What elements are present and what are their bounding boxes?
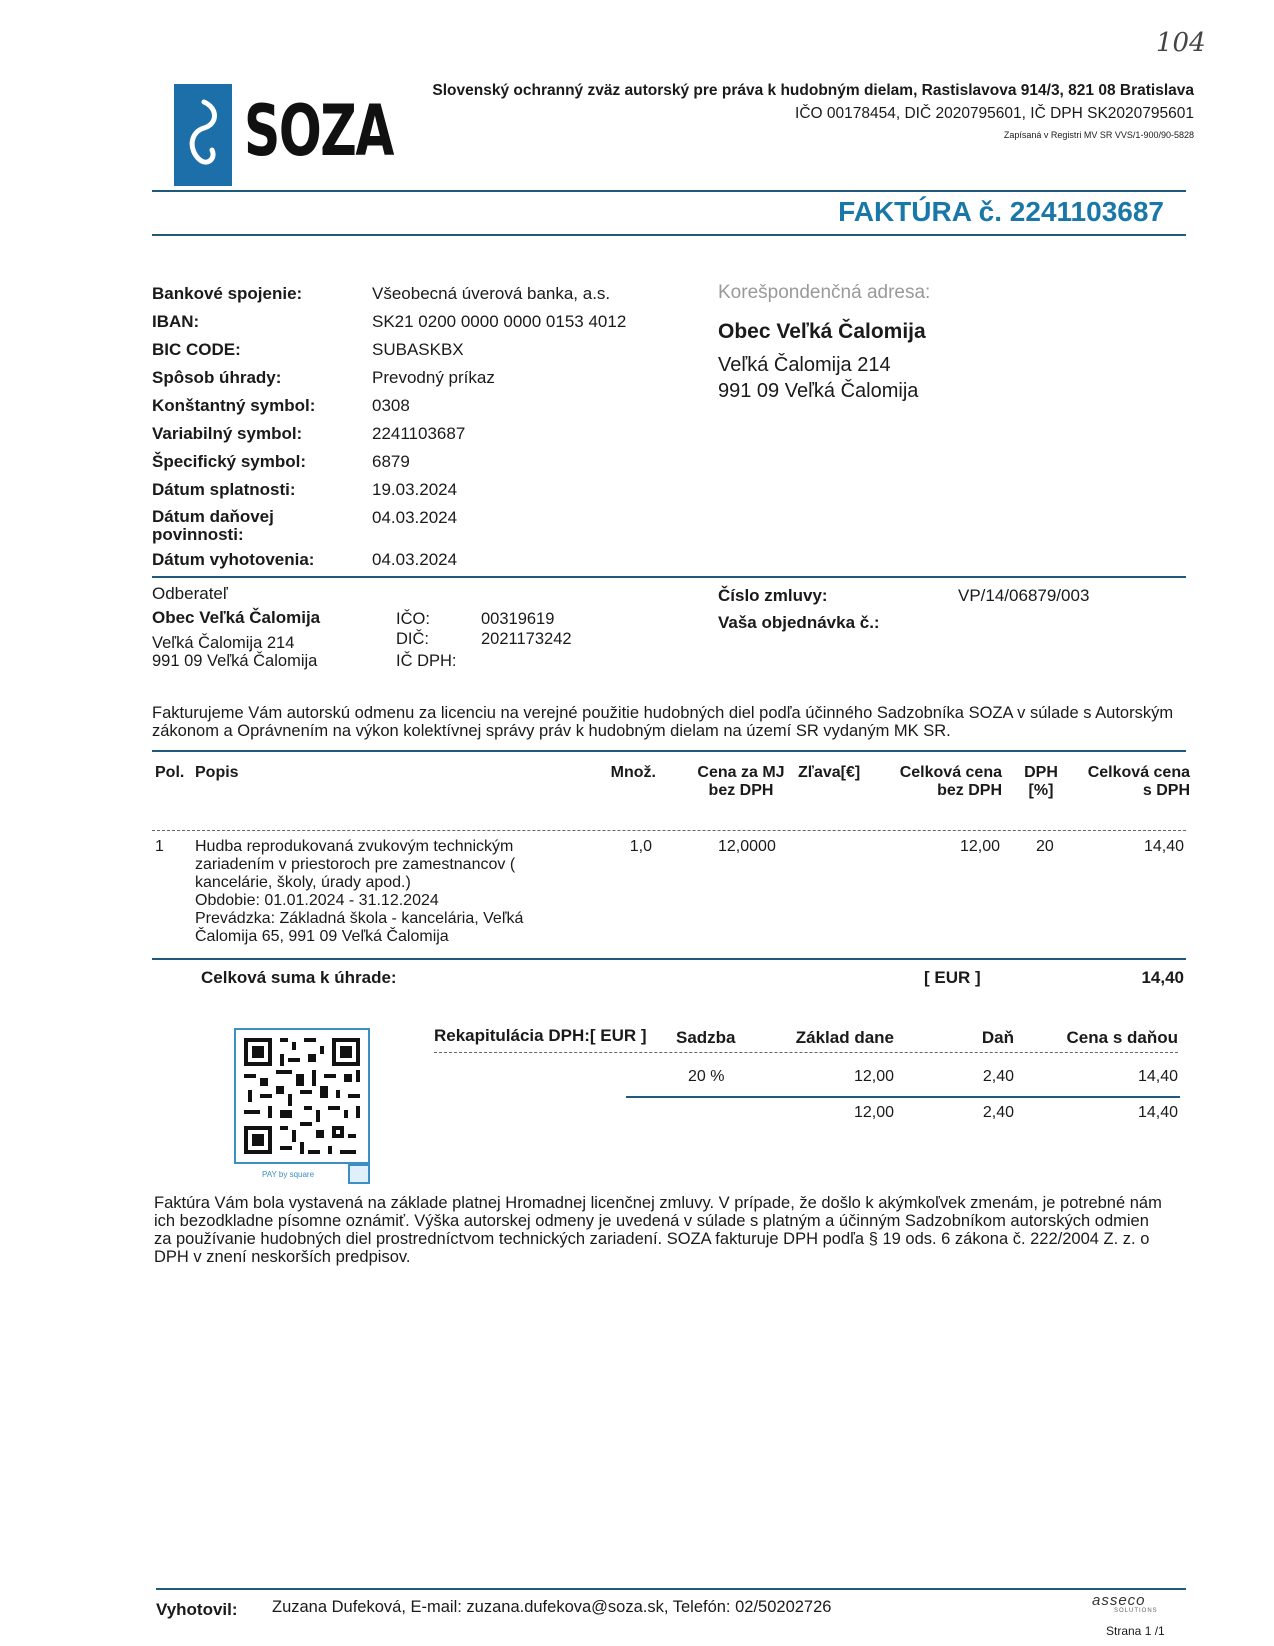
legal-note: Faktúra Vám bola vystavená na základe platnej Hromadnej licenčnej zmluvy. V prípade, že došlo k akýmkoľvek zmenám, je potrebné nám ich bezodkladne písomne oznámiť. Výška autorskej odmeny je uvedená v súlade s platným a účinným Sadzobníkom autorských odmien za používanie hudobných diel prostredníctvom technických zariadení. SOZA fakturuje DPH podľa § 19 ods. 6 zákona č. 222/2004 Z. z. o DPH v znení neskorších predpisov. bbox=[154, 1194, 1162, 1266]
customer-name: Obec Veľká Čalomija bbox=[152, 608, 321, 627]
payment-label: Konštantný symbol: bbox=[152, 396, 316, 415]
vat-sum-cena: 14,40 bbox=[1137, 1104, 1178, 1121]
payment-label: IBAN: bbox=[152, 312, 200, 331]
intro-text: Fakturujeme Vám autorskú odmenu za licenciu na verejné použitie hudobných diel podľa účinného Sadzobníka SOZA v súlade s Autorským zákonom a Oprávnením na výkon kolektívnej správy práv k hudobným dielam na území SR vydaným MK SR. bbox=[152, 704, 1174, 740]
vat-recap-title: Rekapitulácia DPH:[ EUR ] bbox=[434, 1026, 647, 1045]
header-rule-top bbox=[152, 190, 1186, 192]
payment-qr-code bbox=[234, 1028, 370, 1164]
row-mnoz: 1,0 bbox=[629, 838, 652, 855]
customer-dic-label: DIČ: bbox=[396, 630, 429, 648]
iban-value: SK21 0200 0000 0000 0153 4012 bbox=[372, 312, 627, 331]
vat-sum-dan: 2,40 bbox=[982, 1104, 1014, 1121]
col-dph-line1: DPH bbox=[1024, 764, 1058, 781]
payment-label: Spôsob úhrady: bbox=[152, 368, 282, 387]
col-cena-mj-line1: Cena za MJ bbox=[697, 764, 785, 781]
correspondence-city: 991 09 Veľká Čalomija bbox=[718, 380, 919, 402]
row-pol: 1 bbox=[155, 838, 164, 855]
customer-city: 991 09 Veľká Čalomija bbox=[152, 652, 318, 670]
customer-rule bbox=[152, 576, 1186, 578]
soza-logo-text: SOZA bbox=[244, 90, 393, 172]
payment-value: 04.03.2024 bbox=[372, 508, 458, 527]
col-dph bbox=[1016, 764, 1066, 800]
row-dph: 20 bbox=[1036, 838, 1054, 855]
row-popis-line: kancelárie, školy, úrady apod.) bbox=[195, 874, 411, 891]
col-celkova-line2: bez DPH bbox=[937, 782, 1002, 799]
issued-by-value: Zuzana Dufeková, E-mail: zuzana.dufekova@soza.sk, Telefón: 02/50202726 bbox=[272, 1598, 832, 1616]
payment-value: Prevodný príkaz bbox=[372, 368, 495, 387]
row-celkova-s: 14,40 bbox=[1143, 838, 1184, 855]
row-celkova: 12,00 bbox=[959, 838, 1000, 855]
col-celkova-s bbox=[1060, 764, 1190, 800]
org-registration: Zapísaná v Registri MV SR VVS/1-900/90-5828 bbox=[1003, 130, 1194, 140]
header-rule-bottom bbox=[152, 234, 1186, 236]
qr-caption: PAY by square bbox=[262, 1170, 315, 1179]
payment-label: Bankové spojenie: bbox=[152, 284, 303, 303]
customer-dic: 2021173242 bbox=[481, 630, 572, 648]
customer-street: Veľká Čalomija 214 bbox=[152, 634, 295, 652]
total-currency: [ EUR ] bbox=[924, 968, 981, 987]
table-rule-bottom bbox=[152, 958, 1186, 960]
col-cena-mj-line2: bez DPH bbox=[708, 782, 774, 799]
vat-row-dan: 2,40 bbox=[982, 1068, 1014, 1085]
row-popis-line: zariadením v priestoroch pre zamestnancov ( bbox=[195, 856, 516, 873]
customer-heading: Odberateľ bbox=[152, 584, 228, 603]
col-popis: Popis bbox=[195, 764, 239, 781]
row-popis bbox=[195, 838, 575, 946]
vat-row-zaklad: 12,00 bbox=[853, 1068, 894, 1085]
footer-rule bbox=[156, 1588, 1186, 1590]
payment-value: Všeobecná úverová banka, a.s. bbox=[372, 284, 611, 303]
org-name-address: Slovenský ochranný zväz autorský pre práva k hudobným dielam, Rastislavova 914/3, 821 08 Bratislava bbox=[432, 82, 1194, 99]
row-popis-line: Prevádzka: Základná škola - kancelária, Veľká bbox=[195, 910, 524, 927]
org-tax-ids: IČO 00178454, DIČ 2020795601, IČ DPH SK2020795601 bbox=[795, 105, 1194, 122]
invoice-title: FAKTÚRA č. 2241103687 bbox=[838, 196, 1164, 227]
vat-header-divider bbox=[434, 1052, 1178, 1053]
col-dph-line2: [%] bbox=[1028, 782, 1054, 799]
vat-row-cena: 14,40 bbox=[1137, 1068, 1178, 1085]
soza-logo-mark bbox=[174, 84, 232, 186]
table-header-divider bbox=[152, 830, 1186, 831]
payment-value: 6879 bbox=[372, 452, 410, 471]
vat-sum-rule bbox=[626, 1096, 1180, 1098]
correspondence-name: Obec Veľká Čalomija bbox=[718, 320, 926, 343]
total-label: Celková suma k úhrade: bbox=[201, 968, 397, 987]
payment-label: Dátum vyhotovenia: bbox=[152, 550, 315, 569]
contract-number-label: Číslo zmluvy: bbox=[718, 586, 828, 605]
payment-value: 0308 bbox=[372, 396, 410, 415]
col-mnoz: Množ. bbox=[610, 764, 656, 781]
vat-sum-zaklad: 12,00 bbox=[853, 1104, 894, 1121]
payment-label: Dátum splatnosti: bbox=[152, 480, 296, 499]
col-celkova-s-line2: s DPH bbox=[1142, 782, 1190, 799]
col-pol: Pol. bbox=[155, 764, 185, 781]
payment-label: Dátum daňovej povinnosti: bbox=[152, 507, 274, 544]
col-celkova-line1: Celková cena bbox=[899, 764, 1002, 781]
vat-col-cena: Cena s daňou bbox=[1066, 1028, 1178, 1047]
total-value: 14,40 bbox=[1141, 968, 1184, 987]
contract-number: VP/14/06879/003 bbox=[958, 586, 1090, 605]
asseco-logo-sub: SOLUTIONS bbox=[1114, 1608, 1158, 1614]
col-celkova-s-line1: Celková cena bbox=[1087, 764, 1190, 781]
table-rule-top bbox=[152, 750, 1186, 752]
vat-col-dan: Daň bbox=[981, 1028, 1014, 1047]
order-number-label: Vaša objednávka č.: bbox=[718, 613, 880, 632]
customer-ico-label: IČO: bbox=[396, 610, 430, 628]
row-popis-line: Obdobie: 01.01.2024 - 31.12.2024 bbox=[195, 892, 439, 909]
page-number: Strana 1 /1 bbox=[1106, 1624, 1165, 1638]
payment-label: Variabilný symbol: bbox=[152, 424, 303, 443]
col-celkova bbox=[870, 764, 1002, 800]
row-cena-mj: 12,0000 bbox=[718, 838, 776, 855]
payment-value: 04.03.2024 bbox=[372, 550, 458, 569]
row-popis-line: Hudba reprodukovaná zvukovým technickým bbox=[195, 838, 514, 855]
col-zlava: Zľava[€] bbox=[798, 764, 861, 781]
asseco-logo: asseco bbox=[1092, 1592, 1146, 1609]
bic-value: SUBASKBX bbox=[372, 340, 464, 359]
pay-by-square-icon bbox=[348, 1164, 370, 1184]
vat-row-sadzba: 20 % bbox=[688, 1068, 725, 1085]
vat-col-sadzba: Sadzba bbox=[676, 1028, 736, 1047]
variable-symbol-value: 2241103687 bbox=[372, 424, 466, 443]
customer-ico: 00319619 bbox=[481, 610, 555, 628]
payment-label: BIC CODE: bbox=[152, 340, 241, 359]
customer-icdph-label: IČ DPH: bbox=[396, 652, 457, 670]
correspondence-heading: Korešpondenčná adresa: bbox=[718, 282, 931, 303]
payment-label: Špecifický symbol: bbox=[152, 452, 307, 471]
handwritten-page-number: 104 bbox=[1156, 28, 1206, 58]
correspondence-street: Veľká Čalomija 214 bbox=[718, 354, 891, 376]
due-date-value: 19.03.2024 bbox=[372, 480, 458, 499]
vat-col-zaklad: Základ dane bbox=[795, 1028, 894, 1047]
row-popis-line: Čalomija 65, 991 09 Veľká Čalomija bbox=[195, 928, 449, 945]
col-cena-mj bbox=[686, 764, 796, 800]
issued-by-label: Vyhotovil: bbox=[156, 1600, 238, 1619]
